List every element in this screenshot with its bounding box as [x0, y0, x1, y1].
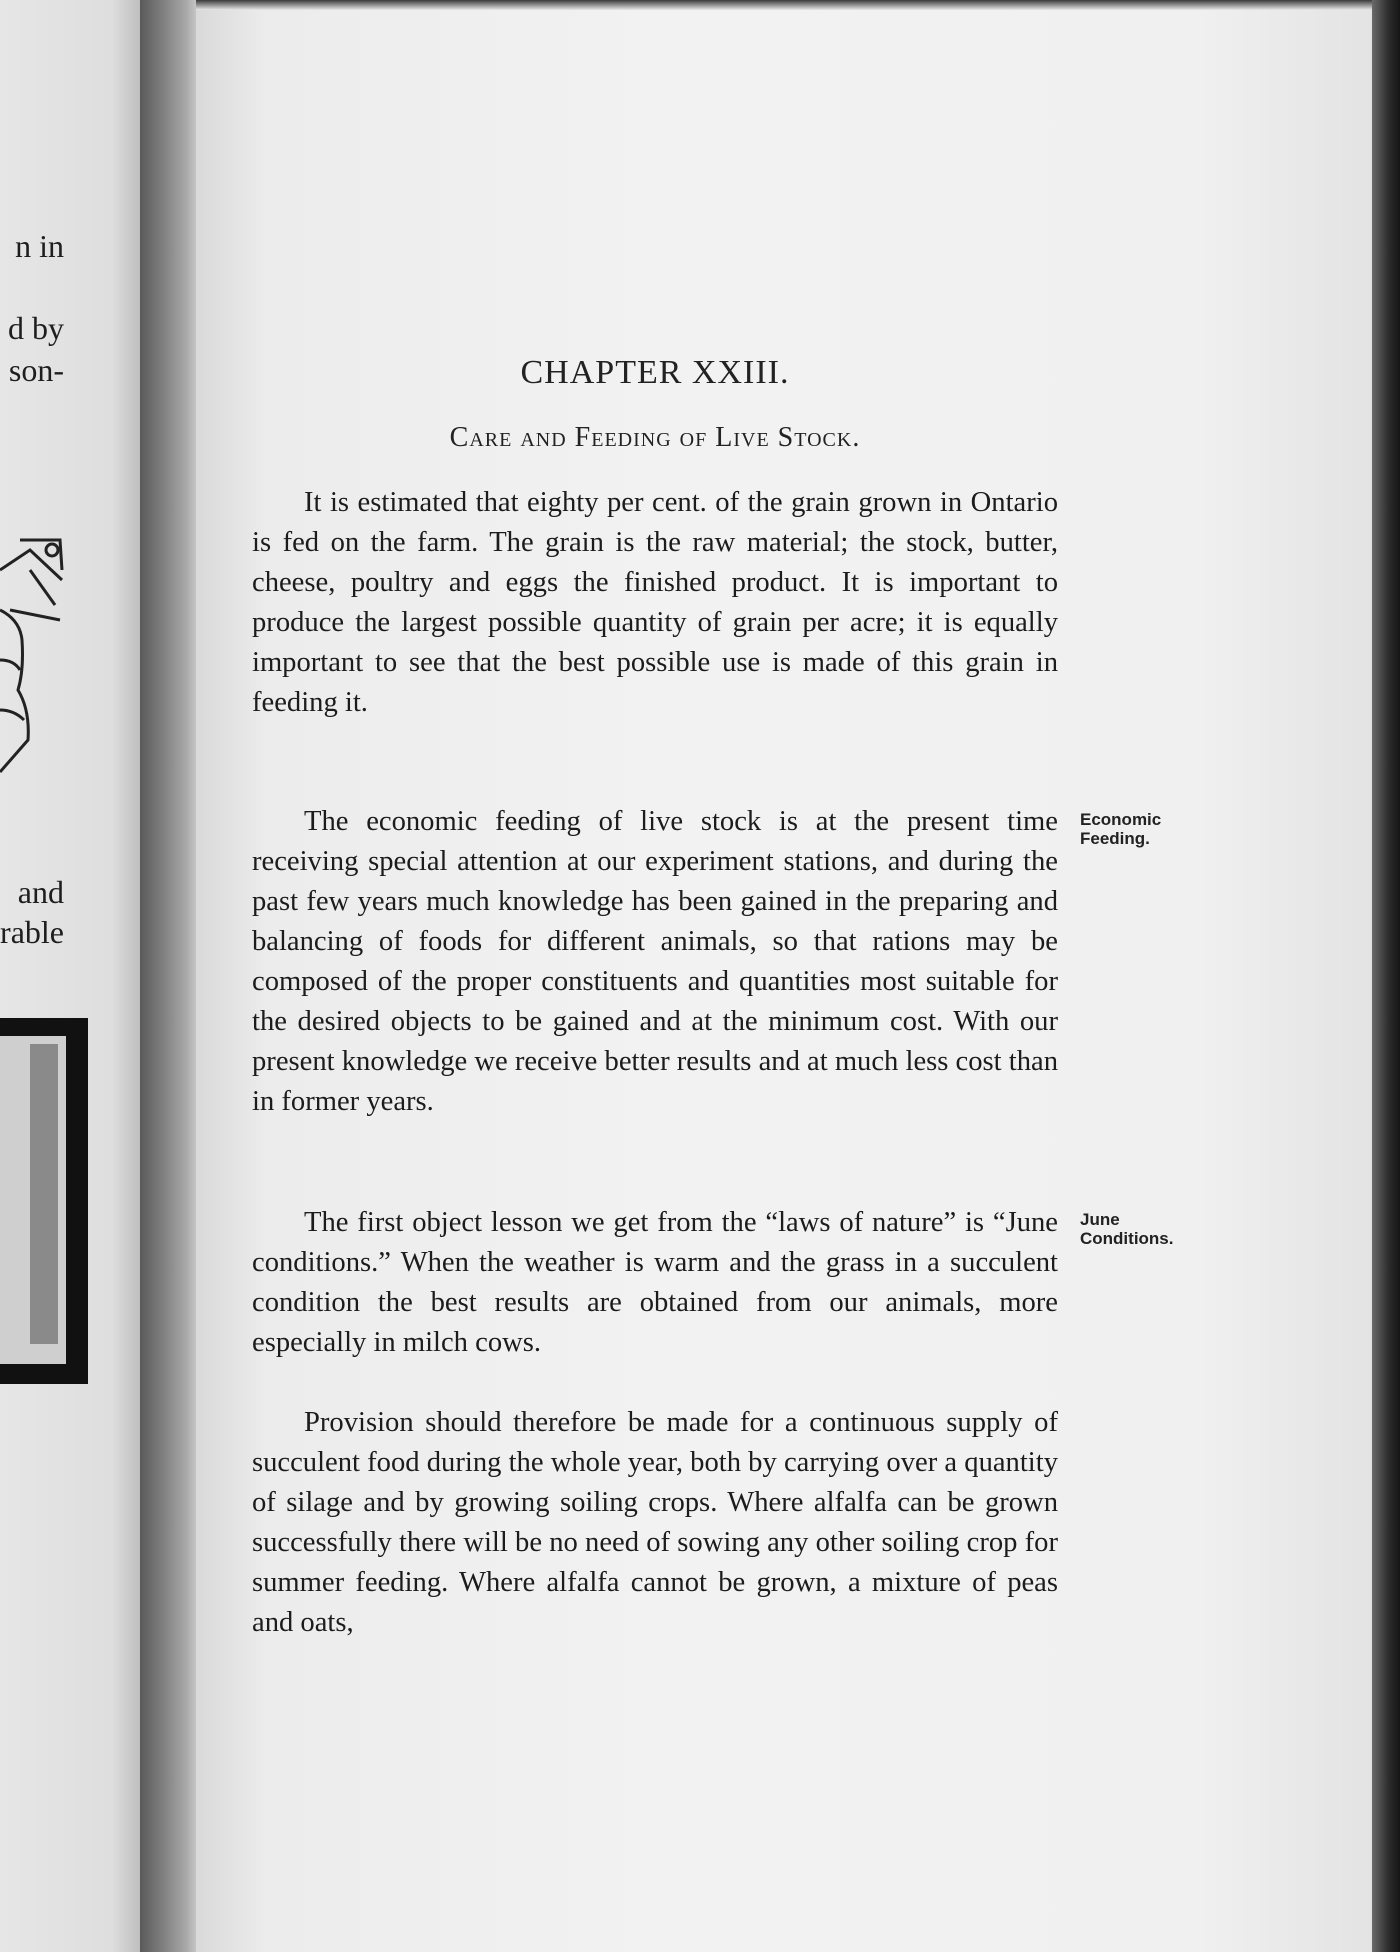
facing-page-left [0, 0, 160, 1952]
page-edge [1372, 0, 1400, 1952]
left-page-fragment: son- [8, 352, 64, 388]
margin-note-line: Conditions. [1080, 1229, 1174, 1248]
left-page-fragment: d by [8, 310, 64, 346]
left-page-illustration [0, 510, 90, 780]
margin-note-economic-feeding [1080, 810, 1210, 848]
chapter-subtitle: Care and Feeding of Live Stock. [449, 422, 861, 453]
chapter-title: CHAPTER XXIII. [520, 354, 790, 391]
left-page-engraving [0, 1018, 88, 1384]
left-page-fragment: and [17, 874, 64, 910]
paragraph: The first object lesson we get from the “laws of nature” is “June conditions.” When the weather is warm and the grass in a succulent condition the best results are obtained from our animals, more especially in milch cows. [252, 1207, 1058, 1358]
book-gutter [140, 0, 202, 1952]
margin-note-line: June [1080, 1210, 1120, 1229]
paragraph: Provision should therefore be made for a continuous supply of succulent food during the whole year, both by carrying over a quantity of silage and by growing soiling crops. Where alfalfa can be grown successfully there will be no need of sowing any other soiling crop for summer feeding. Where alfalfa cannot be grown, a mixture of peas and oats, [252, 1407, 1058, 1638]
page-top-shadow [196, 0, 1374, 10]
paragraph: It is estimated that eighty per cent. of the grain grown in Ontario is fed on the farm. The grain is the raw material; the stock, butter, cheese, poultry and eggs the finished product. It is important to produce the largest possible quantity of grain per acre; it is equally important to see that the best possible use is made of this grain in feeding it. [252, 487, 1058, 718]
paragraph: The economic feeding of live stock is at the present time receiving special attention at our experiment stations, and during the past few years much knowledge has been gained in the preparing and balancing of foods for different animals, so that rations may be composed of the proper constituents and quantities most suitable for the desired objects to be gained and at the minimum cost. With our present knowledge we receive better results and at much less cost than in former years. [252, 806, 1058, 1117]
margin-note-line: Economic [1080, 810, 1162, 829]
left-page-fragment: rable [0, 914, 64, 950]
left-page-fragment: n in [15, 228, 64, 264]
margin-note-line: Feeding. [1080, 829, 1150, 848]
margin-note-june-conditions [1080, 1210, 1210, 1248]
